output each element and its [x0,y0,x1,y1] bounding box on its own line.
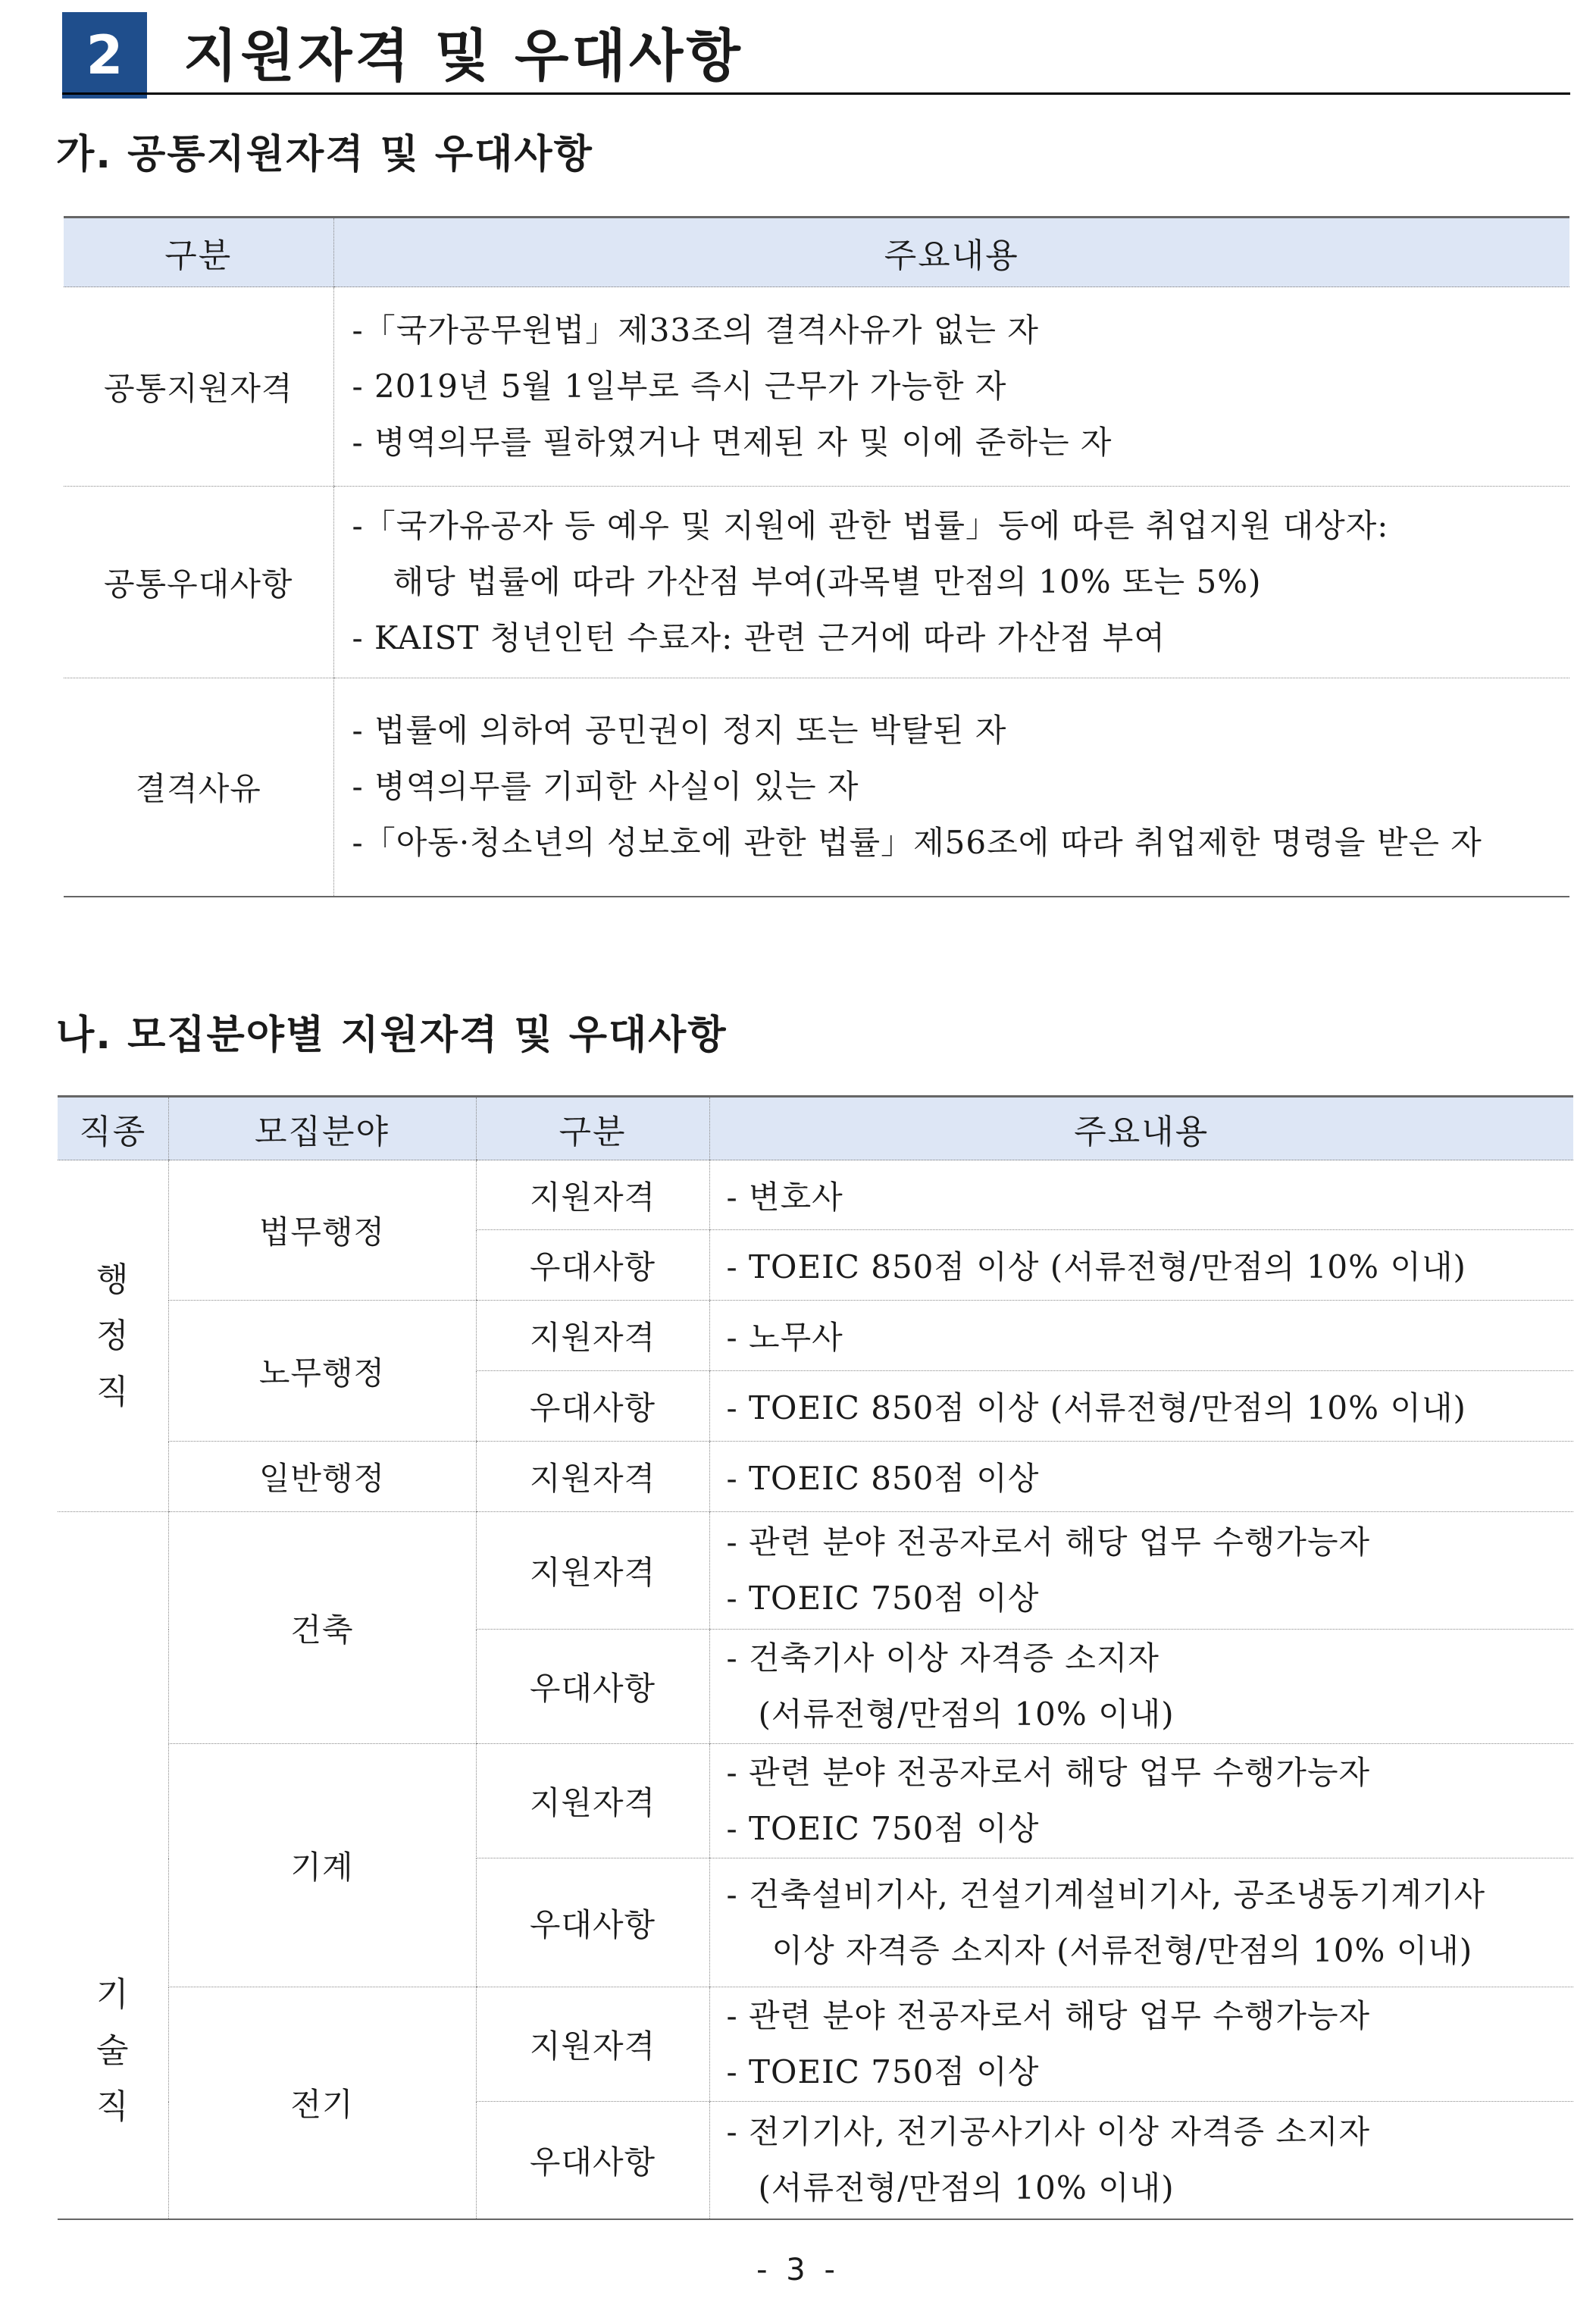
item-kind: 지원자격 [476,1301,709,1371]
row-category: 결격사유 [64,678,333,897]
content-line: - KAIST 청년인턴 수료자: 관련 근거에 따라 가산점 부여 [352,619,1166,656]
content-line: - 병역의무를 기피한 사실이 있는 자 [352,768,859,806]
item-kind: 우대사항 [476,1630,709,1744]
content-line: - 건축기사 이상 자격증 소지자 [726,1639,1159,1677]
field-name: 일반행정 [168,1442,476,1512]
item-content [709,1858,1573,1987]
content-line: (서류전형/만점의 10% 이내) [758,1696,1175,1733]
content-line: 이상 자격증 소지자 (서류전형/만점의 10% 이내) [771,1931,1473,1969]
header-content: 주요내용 [709,1097,1573,1160]
field-name: 법무행정 [168,1160,476,1301]
content-line: -「아동·청소년의 성보호에 관한 법률」제56조에 따라 취업제한 명령을 받은 자 [352,824,1482,862]
content-line: - 관련 분야 전공자로서 해당 업무 수행가능자 [726,1754,1371,1791]
item-content: - TOEIC 850점 이상 (서류전형/만점의 10% 이내) [709,1230,1573,1301]
content-line: - TOEIC 750점 이상 [726,1580,1040,1617]
content-line: - 법률에 의하여 공민권이 정지 또는 박탈된 자 [352,712,1007,750]
item-kind: 우대사항 [476,1371,709,1442]
section-divider [62,92,1570,95]
item-kind: 우대사항 [476,1858,709,1987]
item-content: - TOEIC 850점 이상 [709,1442,1573,1512]
row-content [333,287,1569,487]
job-type-char: 직 [95,2087,130,2126]
field-subtitle: 나. 모집분야별 지원자격 및 우대사항 [56,1013,728,1058]
content-line: -「국가공무원법」제33조의 결격사유가 없는 자 [352,312,1039,349]
content-line: -「국가유공자 등 예우 및 지원에 관한 법률」등에 따른 취업지원 대상자: [352,507,1389,544]
common-subtitle: 가. 공통지원자격 및 우대사항 [56,132,593,177]
content-line: - 관련 분야 전공자로서 해당 업무 수행가능자 [726,1523,1371,1561]
content-line: - 전기기사, 전기공사기사 이상 자격증 소지자 [726,2112,1371,2150]
item-kind: 지원자격 [476,1512,709,1630]
item-kind: 우대사항 [476,2102,709,2219]
field-qualification-table [58,1095,1573,2220]
item-content: - 변호사 [709,1160,1573,1230]
item-kind: 지원자격 [476,1442,709,1512]
content-line: - 건축설비기사, 건설기계설비기사, 공조냉동기계기사 [726,1875,1486,1913]
field-name: 전기 [168,1987,476,2219]
job-type-cell [58,1160,168,1512]
content-line: - 관련 분야 전공자로서 해당 업무 수행가능자 [726,1997,1371,2034]
field-name: 건축 [168,1512,476,1744]
header-content: 주요내용 [333,218,1569,287]
content-line: - 2019년 5월 1일부로 즉시 근무가 가능한 자 [352,368,1007,405]
common-qualification-table [64,216,1569,897]
item-content [709,1630,1573,1744]
row-content [333,678,1569,897]
item-content [709,1512,1573,1630]
item-kind: 지원자격 [476,1744,709,1858]
item-content [709,1744,1573,1858]
item-kind: 지원자격 [476,1987,709,2102]
field-name: 노무행정 [168,1301,476,1442]
header-category: 구분 [64,218,333,287]
section-header [62,6,1570,96]
section-title: 지원자격 및 우대사항 [183,23,743,89]
job-type-char: 술 [95,2031,130,2070]
page-number: - 3 - [756,2253,840,2287]
field-name: 기계 [168,1744,476,1987]
content-line: (서류전형/만점의 10% 이내) [758,2168,1175,2206]
header-job-type: 직종 [58,1097,168,1160]
content-line: - 병역의무를 필하였거나 면제된 자 및 이에 준하는 자 [352,424,1113,461]
item-content: - 노무사 [709,1301,1573,1371]
content-line: - TOEIC 750점 이상 [726,2053,1040,2090]
job-type-char: 행 [95,1260,130,1299]
section-number-badge: 2 [62,12,147,99]
job-type-cell [58,1512,168,2219]
row-category: 공통우대사항 [64,487,333,678]
content-line: 해당 법률에 따라 가산점 부여(과목별 만점의 10% 또는 5%) [393,563,1262,600]
job-type-char: 정 [95,1316,130,1355]
job-type-char: 기 [95,1974,130,2014]
header-field: 모집분야 [168,1097,476,1160]
item-content: - TOEIC 850점 이상 (서류전형/만점의 10% 이내) [709,1371,1573,1442]
item-kind: 우대사항 [476,1230,709,1301]
item-kind: 지원자격 [476,1160,709,1230]
job-type-char: 직 [95,1372,130,1411]
header-kind: 구분 [476,1097,709,1160]
row-category: 공통지원자격 [64,287,333,487]
content-line: - TOEIC 750점 이상 [726,1810,1040,1847]
item-content [709,1987,1573,2102]
item-content [709,2102,1573,2219]
row-content [333,487,1569,678]
